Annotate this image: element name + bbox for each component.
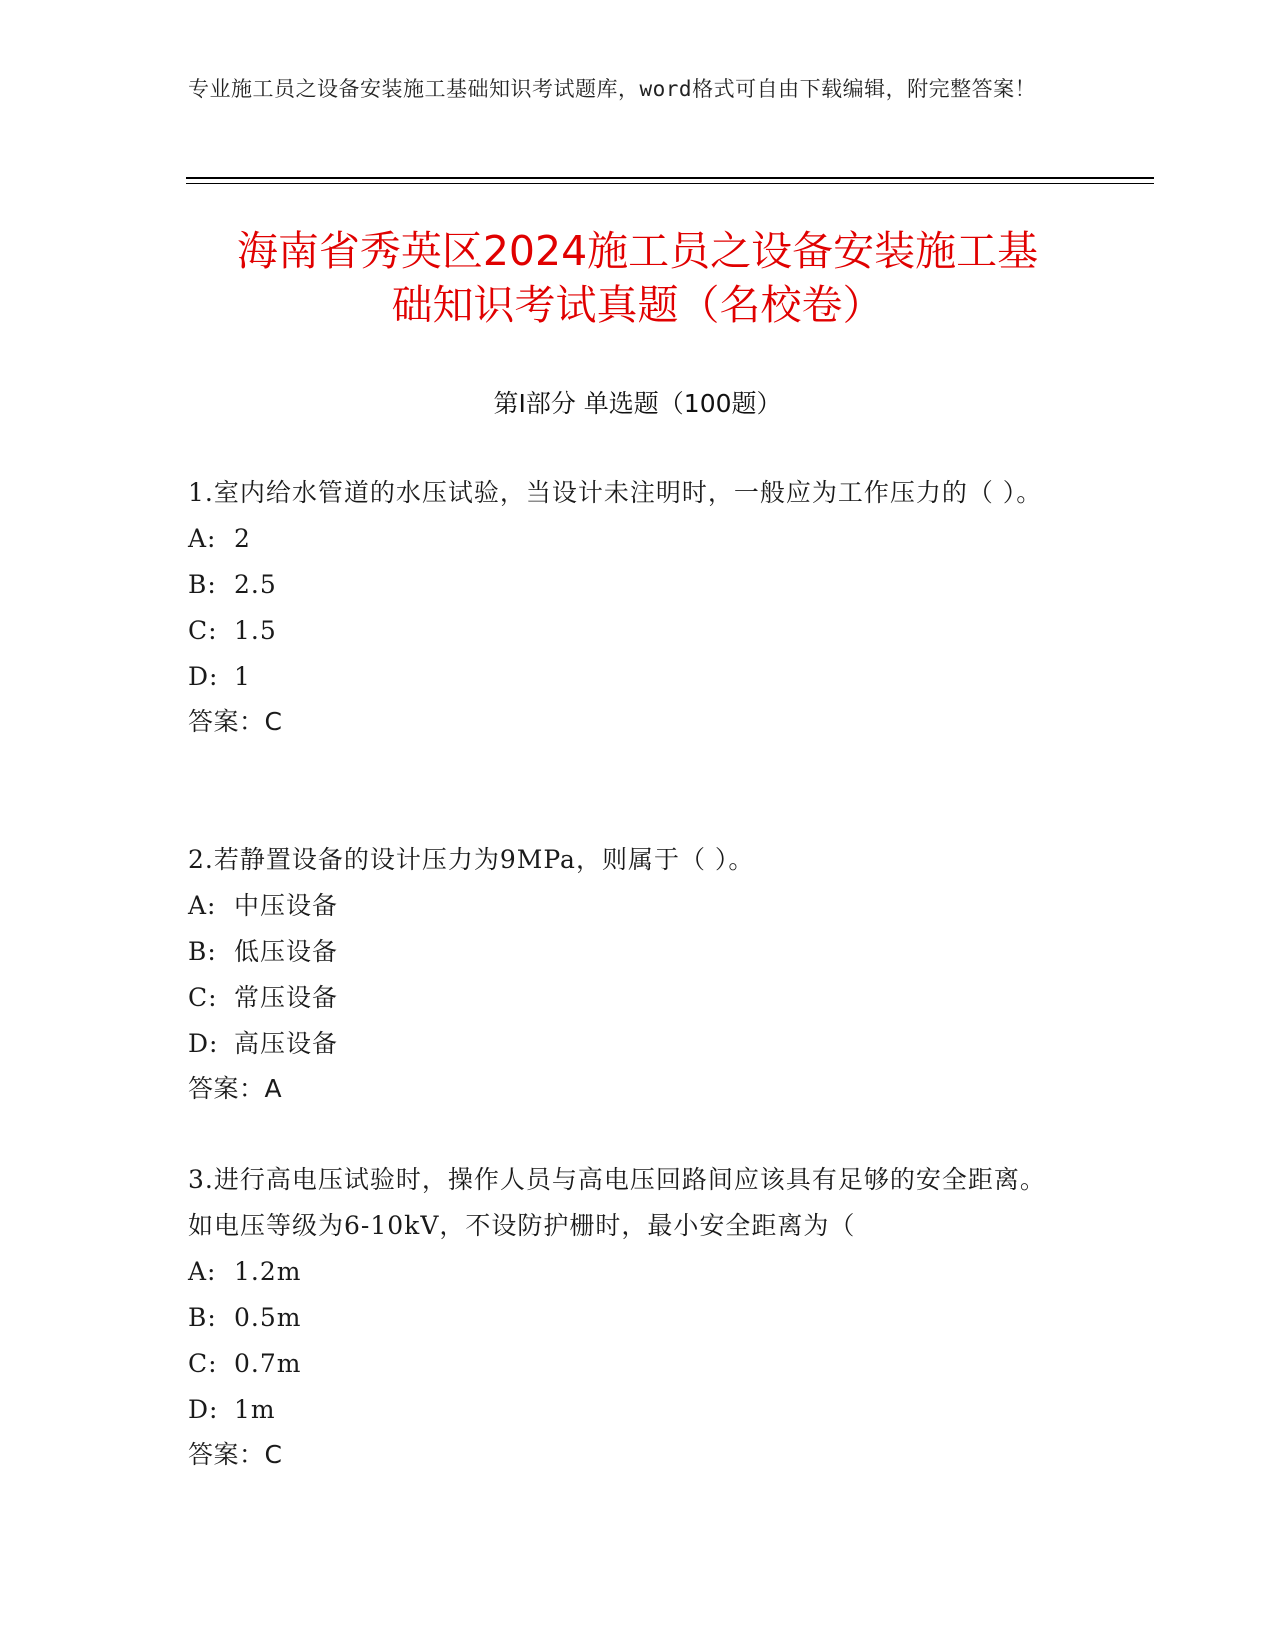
option-text: 2.5 <box>234 570 277 599</box>
option-letter: D: <box>188 662 219 691</box>
option-a <box>188 883 1068 929</box>
option-text: 高压设备 <box>234 1029 339 1058</box>
option-letter: D: <box>188 1029 219 1058</box>
option-c <box>188 1341 1068 1387</box>
option-text: 0.7m <box>234 1349 302 1378</box>
option-letter: C: <box>188 616 218 645</box>
header-rule-thick <box>186 177 1154 179</box>
option-b <box>188 562 1068 608</box>
header-rule-thin <box>186 183 1154 184</box>
option-letter: B: <box>188 1303 217 1332</box>
answer-line: 答案：C <box>188 1440 283 1469</box>
option-letter: B: <box>188 570 217 599</box>
option-letter: A: <box>188 1257 217 1286</box>
option-letter: A: <box>188 891 217 920</box>
question-stem: 2.若静置设备的设计压力为9MPa，则属于（ ）。 <box>188 845 755 874</box>
option-a <box>188 1249 1068 1295</box>
option-text: 1 <box>234 662 251 691</box>
option-text: 1.5 <box>234 616 277 645</box>
option-b <box>188 929 1068 975</box>
title-line-2: 础知识考试真题（名校卷） <box>391 281 884 329</box>
option-text: 中压设备 <box>234 891 339 920</box>
option-d <box>188 1387 1068 1433</box>
option-text: 低压设备 <box>234 937 339 966</box>
question-1 <box>188 470 1068 744</box>
document-title <box>150 224 1125 332</box>
question-stem: 3.进行高电压试验时，操作人员与高电压回路间应该具有足够的安全距离。如电压等级为6-10kV，不设防护栅时，最小安全距离为（ <box>188 1165 1046 1240</box>
option-letter: A: <box>188 524 217 553</box>
option-text: 1.2m <box>234 1257 302 1286</box>
intro-text: 专业施工员之设备安装施工基础知识考试题库，word格式可自由下载编辑，附完整答案！ <box>188 77 1037 101</box>
option-a <box>188 516 1068 562</box>
option-c <box>188 975 1068 1021</box>
option-text: 1m <box>234 1395 276 1424</box>
question-2 <box>188 837 1068 1111</box>
title-line-1: 海南省秀英区2024施工员之设备安装施工基 <box>236 227 1039 275</box>
option-c <box>188 608 1068 654</box>
option-b <box>188 1295 1068 1341</box>
option-letter: C: <box>188 1349 218 1378</box>
option-letter: B: <box>188 937 217 966</box>
option-d <box>188 654 1068 700</box>
option-text: 0.5m <box>234 1303 302 1332</box>
option-letter: D: <box>188 1395 219 1424</box>
answer-line: 答案：C <box>188 707 283 736</box>
answer-line: 答案：A <box>188 1074 283 1103</box>
section-heading: 第Ⅰ部分 单选题（100题） <box>493 389 782 418</box>
question-3 <box>188 1157 1068 1477</box>
option-text: 2 <box>234 524 251 553</box>
option-letter: C: <box>188 983 218 1012</box>
option-text: 常压设备 <box>234 983 339 1012</box>
question-stem: 1.室内给水管道的水压试验，当设计未注明时，一般应为工作压力的（ ）。 <box>188 478 1043 507</box>
option-d <box>188 1021 1068 1067</box>
